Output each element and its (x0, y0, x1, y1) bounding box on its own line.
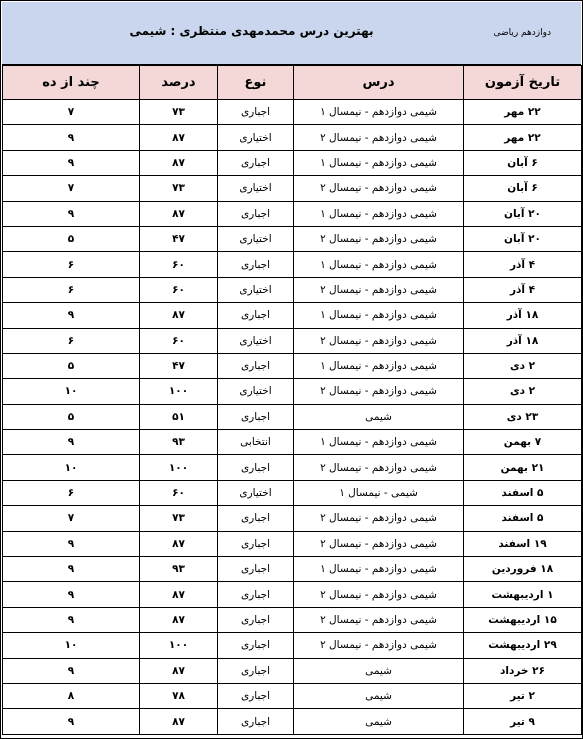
title-bar (2, 2, 581, 65)
table-row (3, 582, 582, 607)
cell-type: اختیاری (218, 328, 294, 353)
cell-course: شیمی دوازدهم - نیمسال ۱ (294, 201, 464, 226)
table-row (3, 633, 582, 658)
cell-course: شیمی (294, 658, 464, 683)
cell-percent: ۸۷ (140, 125, 218, 150)
cell-course: شیمی دوازدهم - نیمسال ۱ (294, 252, 464, 277)
cell-type: اجباری (218, 582, 294, 607)
cell-score: ۹ (3, 658, 140, 683)
table-row (3, 125, 582, 150)
cell-score: ۹ (3, 125, 140, 150)
table-row (3, 100, 582, 125)
cell-percent: ۷۳ (140, 506, 218, 531)
cell-score: ۹ (3, 557, 140, 582)
table-row (3, 709, 582, 734)
cell-date: ۴ آذر (464, 252, 582, 277)
cell-score: ۸ (3, 683, 140, 708)
cell-type: اجباری (218, 455, 294, 480)
cell-percent: ۶۰ (140, 480, 218, 505)
cell-course: شیمی - نیمسال ۱ (294, 480, 464, 505)
cell-date: ۹ تیر (464, 709, 582, 734)
cell-percent: ۸۷ (140, 658, 218, 683)
cell-course: شیمی دوازدهم - نیمسال ۲ (294, 125, 464, 150)
cell-date: ۲۳ دی (464, 404, 582, 429)
cell-course: شیمی دوازدهم - نیمسال ۱ (294, 303, 464, 328)
cell-percent: ۴۷ (140, 353, 218, 378)
column-header-date: تاریخ آزمون (464, 66, 582, 100)
cell-course: شیمی (294, 709, 464, 734)
grade-label: دوازدهم ریاضی (493, 28, 551, 38)
cell-course: شیمی دوازدهم - نیمسال ۱ (294, 100, 464, 125)
cell-percent: ۹۳ (140, 557, 218, 582)
cell-date: ۱۵ اردیبهشت (464, 607, 582, 632)
cell-date: ۴ آذر (464, 277, 582, 302)
cell-course: شیمی دوازدهم - نیمسال ۲ (294, 607, 464, 632)
cell-type: اجباری (218, 607, 294, 632)
cell-date: ۷ بهمن (464, 430, 582, 455)
table-row (3, 328, 582, 353)
cell-date: ۲ دی (464, 353, 582, 378)
cell-type: اجباری (218, 709, 294, 734)
cell-type: اجباری (218, 633, 294, 658)
cell-date: ۵ اسفند (464, 480, 582, 505)
cell-type: اختیاری (218, 379, 294, 404)
cell-date: ۱ اردیبهشت (464, 582, 582, 607)
cell-type: اجباری (218, 150, 294, 175)
cell-date: ۲ تیر (464, 683, 582, 708)
results-table (2, 65, 582, 735)
column-header-score: چند از ده (3, 66, 140, 100)
cell-type: اجباری (218, 658, 294, 683)
cell-course: شیمی دوازدهم - نیمسال ۱ (294, 353, 464, 378)
cell-type: اجباری (218, 252, 294, 277)
cell-percent: ۶۰ (140, 277, 218, 302)
table-row (3, 277, 582, 302)
cell-course: شیمی (294, 404, 464, 429)
table-row (3, 303, 582, 328)
cell-type: اجباری (218, 683, 294, 708)
cell-score: ۶ (3, 252, 140, 277)
cell-percent: ۱۰۰ (140, 455, 218, 480)
table-row (3, 480, 582, 505)
cell-date: ۶ آبان (464, 150, 582, 175)
table-row (3, 150, 582, 175)
cell-percent: ۸۷ (140, 531, 218, 556)
table-row (3, 683, 582, 708)
cell-type: اجباری (218, 506, 294, 531)
cell-date: ۲۰ آبان (464, 201, 582, 226)
cell-score: ۵ (3, 353, 140, 378)
table-row (3, 607, 582, 632)
cell-score: ۷ (3, 506, 140, 531)
cell-date: ۱۸ آذر (464, 303, 582, 328)
cell-type: اختیاری (218, 125, 294, 150)
cell-percent: ۵۱ (140, 404, 218, 429)
cell-score: ۱۰ (3, 633, 140, 658)
cell-date: ۱۸ آذر (464, 328, 582, 353)
cell-score: ۵ (3, 226, 140, 251)
cell-score: ۹ (3, 531, 140, 556)
cell-type: اختیاری (218, 277, 294, 302)
column-header-percent: درصد (140, 66, 218, 100)
cell-date: ۶ آبان (464, 176, 582, 201)
cell-type: اختیاری (218, 480, 294, 505)
cell-percent: ۶۰ (140, 328, 218, 353)
cell-date: ۲ دی (464, 379, 582, 404)
cell-percent: ۷۸ (140, 683, 218, 708)
cell-course: شیمی دوازدهم - نیمسال ۲ (294, 633, 464, 658)
table-row (3, 531, 582, 556)
cell-score: ۷ (3, 100, 140, 125)
table-row (3, 176, 582, 201)
cell-date: ۲۲ مهر (464, 125, 582, 150)
cell-course: شیمی دوازدهم - نیمسال ۲ (294, 277, 464, 302)
cell-score: ۹ (3, 201, 140, 226)
cell-score: ۶ (3, 277, 140, 302)
cell-date: ۲۲ مهر (464, 100, 582, 125)
table-row (3, 379, 582, 404)
cell-course: شیمی دوازدهم - نیمسال ۲ (294, 328, 464, 353)
cell-course: شیمی دوازدهم - نیمسال ۱ (294, 150, 464, 175)
cell-course: شیمی دوازدهم - نیمسال ۲ (294, 226, 464, 251)
page-title: بهترین درس محمدمهدی منتظری : شیمی (129, 24, 374, 38)
cell-score: ۶ (3, 328, 140, 353)
cell-percent: ۸۷ (140, 201, 218, 226)
cell-score: ۹ (3, 607, 140, 632)
cell-date: ۲۶ خرداد (464, 658, 582, 683)
table-row (3, 455, 582, 480)
table-row (3, 506, 582, 531)
cell-course: شیمی دوازدهم - نیمسال ۲ (294, 455, 464, 480)
cell-percent: ۱۰۰ (140, 633, 218, 658)
cell-course: شیمی دوازدهم - نیمسال ۱ (294, 557, 464, 582)
cell-course: شیمی دوازدهم - نیمسال ۲ (294, 582, 464, 607)
table-row (3, 658, 582, 683)
cell-percent: ۸۷ (140, 709, 218, 734)
cell-percent: ۶۰ (140, 252, 218, 277)
cell-type: انتخابی (218, 430, 294, 455)
cell-score: ۹ (3, 582, 140, 607)
table-body (3, 100, 582, 735)
cell-score: ۷ (3, 176, 140, 201)
table-header-row (3, 66, 582, 100)
cell-type: اجباری (218, 404, 294, 429)
cell-percent: ۴۷ (140, 226, 218, 251)
cell-type: اجباری (218, 100, 294, 125)
cell-percent: ۸۷ (140, 607, 218, 632)
cell-type: اجباری (218, 557, 294, 582)
column-header-course: درس (294, 66, 464, 100)
table-row (3, 404, 582, 429)
cell-date: ۲۱ بهمن (464, 455, 582, 480)
cell-date: ۲۰ آبان (464, 226, 582, 251)
cell-score: ۹ (3, 303, 140, 328)
cell-percent: ۸۷ (140, 582, 218, 607)
cell-score: ۹ (3, 709, 140, 734)
cell-score: ۱۰ (3, 455, 140, 480)
cell-percent: ۸۷ (140, 150, 218, 175)
cell-date: ۲۹ اردیبهشت (464, 633, 582, 658)
cell-type: اجباری (218, 201, 294, 226)
cell-course: شیمی دوازدهم - نیمسال ۲ (294, 176, 464, 201)
cell-type: اجباری (218, 353, 294, 378)
cell-score: ۶ (3, 480, 140, 505)
cell-percent: ۱۰۰ (140, 379, 218, 404)
table-row (3, 430, 582, 455)
cell-course: شیمی دوازدهم - نیمسال ۲ (294, 531, 464, 556)
cell-type: اختیاری (218, 226, 294, 251)
table-row (3, 353, 582, 378)
cell-course: شیمی دوازدهم - نیمسال ۲ (294, 506, 464, 531)
cell-course: شیمی دوازدهم - نیمسال ۲ (294, 379, 464, 404)
column-header-type: نوع (218, 66, 294, 100)
table-row (3, 226, 582, 251)
cell-percent: ۷۳ (140, 100, 218, 125)
cell-date: ۱۹ اسفند (464, 531, 582, 556)
table-row (3, 557, 582, 582)
table-row (3, 252, 582, 277)
cell-percent: ۷۳ (140, 176, 218, 201)
cell-date: ۱۸ فروردین (464, 557, 582, 582)
cell-date: ۵ اسفند (464, 506, 582, 531)
cell-percent: ۸۷ (140, 303, 218, 328)
cell-course: شیمی دوازدهم - نیمسال ۱ (294, 430, 464, 455)
cell-type: اجباری (218, 531, 294, 556)
cell-score: ۱۰ (3, 379, 140, 404)
cell-score: ۵ (3, 404, 140, 429)
cell-type: اجباری (218, 303, 294, 328)
cell-percent: ۹۳ (140, 430, 218, 455)
cell-score: ۹ (3, 430, 140, 455)
cell-type: اختیاری (218, 176, 294, 201)
cell-score: ۹ (3, 150, 140, 175)
cell-course: شیمی (294, 683, 464, 708)
table-row (3, 201, 582, 226)
